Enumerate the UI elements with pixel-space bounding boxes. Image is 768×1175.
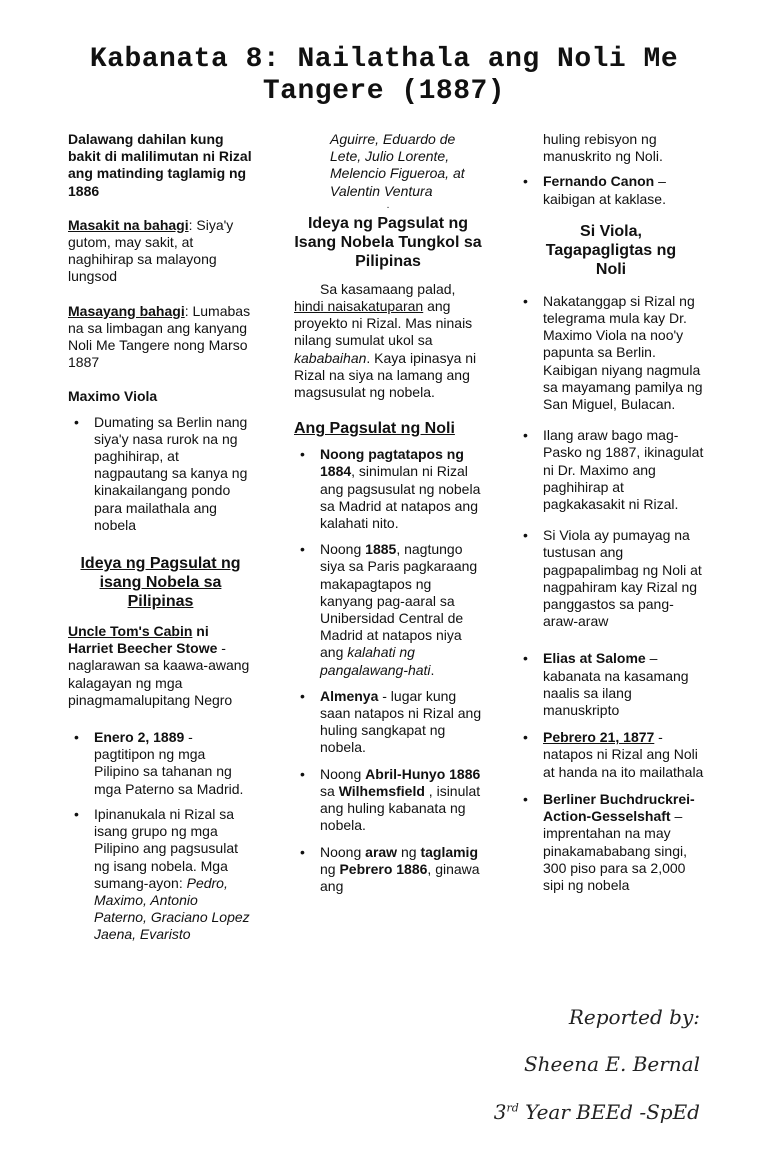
reporter-name: Sheena E. Bernal [523, 1052, 700, 1076]
item-text: – imprentahan na may pinakamababang singi, 300 piso para sa 2,000 sipi ng nobela [543, 808, 687, 893]
item-text: Ipinanukala ni Rizal sa isang grupo ng mga Pilipino ang pagsusulat ng isang nobela. Mga sumang-ayon: [94, 805, 238, 891]
year-suffix: rd [506, 1101, 519, 1115]
bullet-icon: • [74, 729, 79, 746]
para-text: ang proyekto ni Rizal. Mas ninais nilang sumulat ukol sa [294, 298, 473, 349]
masaya-paragraph [68, 303, 253, 372]
item-text: - lugar kung saan natapos ni Rizal ang huling sangkapat ng nobela. [320, 687, 482, 756]
bullet-icon: • [300, 843, 305, 860]
list-item [294, 766, 482, 835]
item-text: - natapos ni Rizal ang Noli at handa na ito mailathala [543, 729, 704, 780]
uncle-text: - naglarawan sa kaawa-awang kalagayan ng mga pinagmamalupitang Negro [68, 640, 250, 708]
item-bold: 1885 [365, 541, 397, 558]
reporter-year [494, 1100, 700, 1124]
bullet-icon: • [74, 805, 79, 822]
bullet-icon: • [523, 650, 528, 667]
reported-by: Reported by: [568, 1005, 700, 1029]
item-bold: taglamig [420, 843, 479, 860]
item-bold: Noong pagtatapos ng 1884 [320, 446, 464, 480]
list-item [517, 650, 705, 719]
item-text: – kabanata na kasamang naalis sa ilang manuskripto [543, 650, 689, 719]
date-text: Enero 2, 1889 [94, 729, 185, 746]
para-text: . Kaya ipinasya ni Rizal na siya na lamang ang magsusulat ng nobela. [294, 349, 477, 401]
item-text: Nakatanggap si Rizal ng telegrama mula kay Dr. Maximo Viola na noo'y papunta sa Berlin. Kaibigan niyang nagmula sa mayamang pamilya ng San Miguel, Bulacan. [543, 292, 703, 413]
item-text: ng [397, 843, 421, 860]
masaya-text: : Lumabas na sa limbagan ang kanyang Noli Me Tangere nong Marso 1887 [68, 302, 251, 371]
list-item [517, 427, 705, 513]
item-bold: Pebrero 21, 1877 [543, 729, 655, 746]
bullet-icon: • [74, 413, 79, 430]
para-text: Sa kasamaang palad, [320, 280, 456, 297]
list-item [517, 527, 705, 630]
item-bold: Fernando Canon [543, 173, 655, 190]
names-dot: . [386, 199, 390, 211]
item-text: - pagtitipon ng mga Pilipino sa tahanan ng mga Paterno sa Madrid. [94, 729, 244, 797]
bullet-icon: • [523, 427, 528, 444]
pagsulat-heading: Ang Pagsulat ng Noli [294, 420, 455, 438]
bullet-icon: • [523, 729, 528, 746]
bullet-icon: • [300, 541, 305, 558]
list-item [294, 688, 482, 757]
item-text: , ginawa ang [320, 860, 480, 894]
list-item [68, 806, 253, 944]
para-underlined: hindi naisakatuparan [294, 298, 424, 315]
list-item [517, 791, 705, 894]
bullet-icon: • [300, 765, 305, 782]
bullet-icon: • [300, 446, 305, 463]
year-number: 3 [493, 1100, 507, 1124]
item-bold: araw [365, 843, 398, 860]
bullet-icon: • [300, 687, 305, 704]
item-text: Noong [320, 765, 366, 782]
year-text: Year BEEd -SpEd [518, 1100, 700, 1124]
list-item [294, 541, 482, 679]
list-item [517, 729, 705, 781]
bullet-icon: • [523, 790, 528, 807]
page-title: Kabanata 8: Nailathala ang Noli Me Tangere (1887) [89, 44, 679, 107]
bullet-icon: • [523, 527, 528, 544]
item-italic: kalahati ng pangalawang-hati [320, 644, 431, 678]
ideya-heading: Ideya ng Pagsulat ng isang Nobela sa Pilipinas [80, 555, 241, 611]
item-text: , sinimulan ni Rizal ang pagsusulat ng nobela sa Madrid at natapos ang kalahati nito. [320, 463, 481, 532]
item-text: Noong [320, 843, 366, 860]
viola-tagapagligtas-heading: Si Viola, Tagapagligtas ng Noli [545, 222, 677, 278]
masakit-paragraph [68, 217, 253, 286]
item-text: Si Viola ay pumayag na tustusan ang pagpapalimbag ng Noli at nagpahiram kay Rizal ng panggastos sa pang-araw-araw [543, 527, 702, 630]
list-item [294, 844, 482, 896]
item-bold: Elias at Salome [543, 650, 646, 667]
masakit-text: : Siya'y gutom, may sakit, at naghihirap sa malayong lungsod [68, 216, 234, 285]
viola-list [68, 414, 253, 534]
viola-bullet-text: Dumating sa Berlin nang siya'y nasa rurok na ng paghihirap, at nagpautang sa kanya ng kinakailangang pondo para mailathala ang nobela [94, 413, 248, 533]
item-bold: Wilhemsfield [338, 782, 425, 799]
uncle-paragraph [68, 623, 253, 709]
names-continued: Aguirre, Eduardo de Lete, Julio Lorente, Melencio Figueroa, at Valentin Ventura [330, 131, 465, 199]
intro-text: Dalawang dahilan kung bakit di malilimutan ni Rizal ang matinding taglamig ng 1886 [68, 131, 252, 199]
item-text: . [430, 661, 435, 678]
item-text: ng [320, 860, 340, 877]
item-bold: Pebrero 1886 [339, 860, 428, 877]
bullet-icon: • [523, 292, 528, 309]
item-text: Noong [320, 541, 366, 558]
item-bold: Abril-Hunyo 1886 [365, 765, 481, 782]
project-paragraph [294, 281, 482, 401]
column-2 [294, 131, 482, 895]
item-bold: Berliner Buchdruckrei-Action-Gesselshaft [543, 790, 695, 825]
viola-list [517, 293, 705, 894]
item-bold: Almenya [320, 687, 379, 704]
masakit-label: Masakit na bahagi [68, 216, 189, 233]
masaya-label: Masayang bahagi [68, 302, 185, 319]
uncle-author: ni Harriet Beecher Stowe [68, 623, 218, 657]
list-item [294, 446, 482, 532]
list-item [517, 293, 705, 413]
item-text: – kaibigan at kaklase. [543, 173, 666, 207]
uncle-title: Uncle Tom's Cabin [68, 623, 193, 640]
para-italic: kababaihan [294, 349, 367, 366]
list-item [517, 173, 705, 207]
item-text: , isinulat ang huling kabanata ng nobela. [320, 782, 481, 834]
pagsulat-list [294, 446, 482, 895]
bullet-icon: • [523, 173, 528, 190]
viola-heading: Maximo Viola [68, 388, 158, 405]
list-item [68, 729, 253, 798]
list-item [68, 414, 253, 534]
column-1 [68, 131, 253, 944]
item-text: sa [320, 782, 339, 799]
names-text: Pedro, Maximo, Antonio Paterno, Graciano Lopez Jaena, Evaristo [94, 874, 250, 943]
column-3 [517, 131, 705, 894]
paterno-list [68, 729, 253, 943]
ideya-tungkol-heading: Ideya ng Pagsulat ng Isang Nobela Tungkol sa Pilipinas [294, 214, 482, 270]
item-text: , nagtungo siya sa Paris pagkaraang makapagtapos ng kanyang pag-aaral sa Unibersidad Central de Madrid at natapos niya ang [320, 541, 478, 661]
item-text: Ilang araw bago mag-Pasko ng 1887, ikinagulat ni Dr. Maximo ang paghihirap at pagkakasakit ni Rizal. [543, 427, 704, 513]
revision-continued: huling rebisyon ng manuskrito ng Noli. [543, 131, 663, 165]
fernando-list [517, 173, 705, 207]
